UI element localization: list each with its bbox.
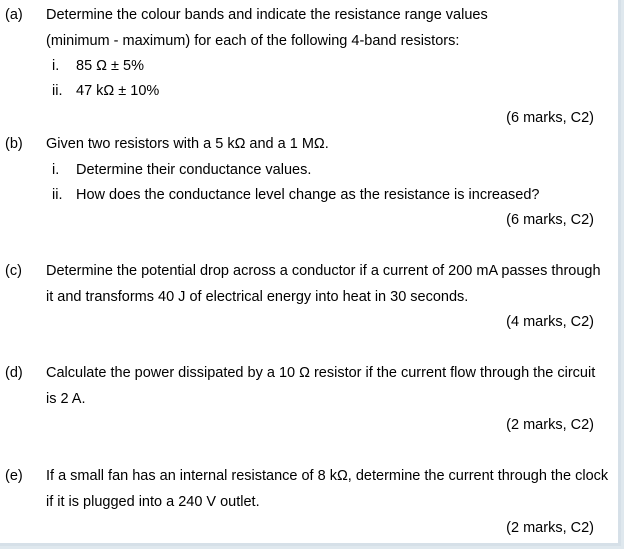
question-text: Calculate the power dissipated by a 10 Ω resistor if the current flow through the circuit	[46, 365, 596, 381]
question-label: (d)	[5, 365, 23, 381]
marks-label: (6 marks, C2)	[506, 110, 594, 126]
question-text: is 2 A.	[46, 391, 86, 407]
item-text: 85 Ω ± 5%	[76, 58, 144, 74]
question-text: Determine the colour bands and indicate the resistance range values	[46, 7, 488, 23]
item-text: 47 kΩ ± 10%	[76, 83, 160, 99]
question-text: Given two resistors with a 5 kΩ and a 1 MΩ.	[46, 136, 329, 152]
marks-label: (2 marks, C2)	[506, 520, 594, 536]
item-number: i.	[52, 58, 60, 74]
question-text: if it is plugged into a 240 V outlet.	[46, 494, 260, 510]
item-number: i.	[52, 162, 60, 178]
question-label: (c)	[5, 263, 22, 279]
item-text: How does the conductance level change as the resistance is increased?	[76, 187, 540, 203]
question-text: it and transforms 40 J of electrical energy into heat in 30 seconds.	[46, 289, 469, 305]
question-text: If a small fan has an internal resistance of 8 kΩ, determine the current through the clock	[46, 468, 609, 484]
question-text: Determine the potential drop across a conductor if a current of 200 mA passes through	[46, 263, 601, 279]
question-label: (b)	[5, 136, 23, 152]
item-number: ii.	[52, 83, 63, 99]
question-text: (minimum - maximum) for each of the following 4-band resistors:	[46, 33, 460, 49]
question-label: (e)	[5, 468, 23, 484]
marks-label: (6 marks, C2)	[506, 212, 594, 228]
marks-label: (4 marks, C2)	[506, 314, 594, 330]
marks-label: (2 marks, C2)	[506, 417, 594, 433]
question-label: (a)	[5, 7, 23, 23]
item-text: Determine their conductance values.	[76, 162, 312, 178]
item-number: ii.	[52, 187, 63, 203]
